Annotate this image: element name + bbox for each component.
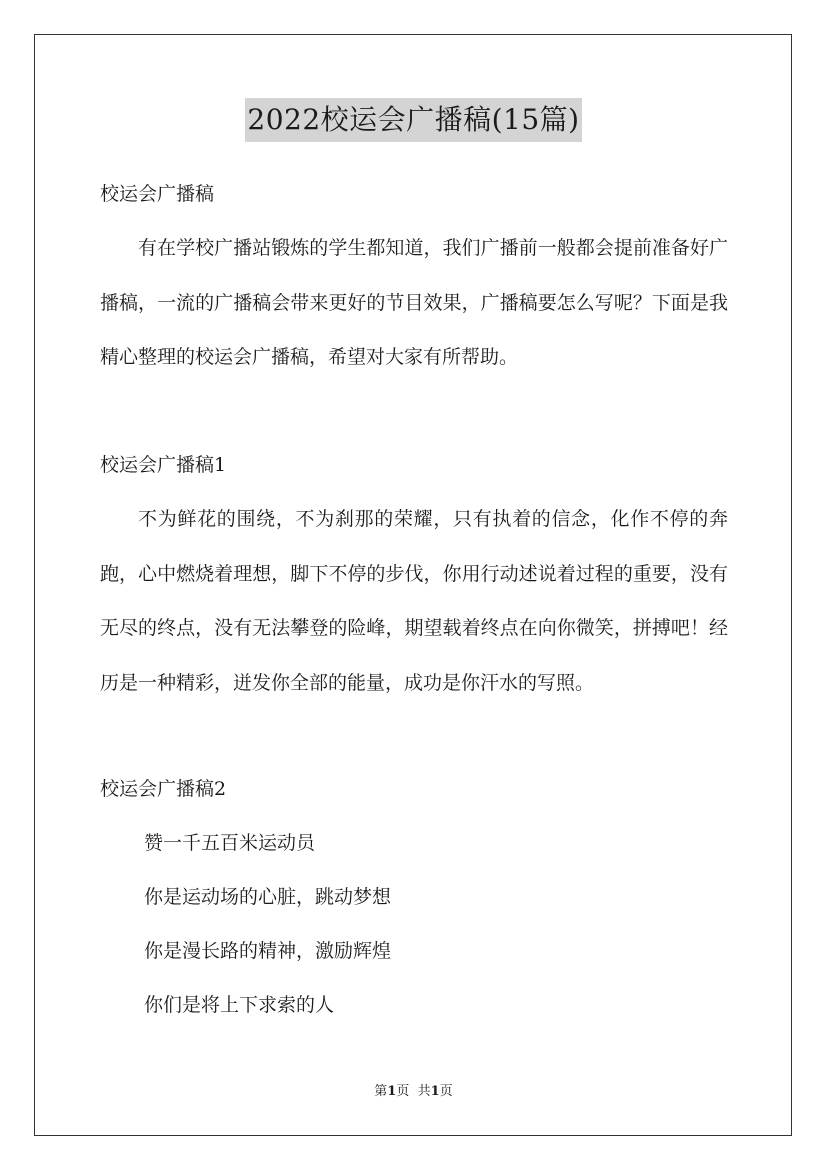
title-container	[0, 98, 827, 142]
page-total: 1	[430, 1084, 440, 1099]
poem-line: 你们是将上下求索的人	[144, 994, 335, 1016]
poem-line: 赞一千五百米运动员	[144, 832, 316, 854]
page-current: 1	[387, 1084, 397, 1099]
page-prefix: 第	[374, 1084, 388, 1099]
intro-paragraph: 有在学校广播站锻炼的学生都知道，我们广播前一般都会提前准备好广播稿，一流的广播稿会带来更好的节目效果，广播稿要怎么写呢？下面是我精心整理的校运会广播稿，希望对大家有所帮助。	[100, 237, 728, 368]
intro-heading: 校运会广播稿	[100, 183, 215, 205]
poem-line: 你是运动场的心脏，跳动梦想	[144, 886, 392, 908]
page-footer	[0, 1083, 827, 1101]
section1-heading: 校运会广播稿1	[100, 454, 227, 476]
poem-line: 你是漫长路的精神，激励辉煌	[144, 940, 392, 962]
total-prefix: 共	[417, 1084, 431, 1099]
section2-heading: 校运会广播稿2	[100, 778, 227, 800]
total-label: 页	[439, 1084, 453, 1099]
page-label: 页	[396, 1084, 410, 1099]
section1-paragraph: 不为鲜花的围绕，不为刹那的荣耀，只有执着的信念，化作不停的奔跑，心中燃烧着理想，脚下不停的步伐，你用行动述说着过程的重要，没有无尽的终点，没有无法攀登的险峰，期望载着终点在向你微笑，拼搏吧！经历是一种精彩，迸发你全部的能量，成功是你汗水的写照。	[100, 508, 728, 694]
document-title: 2022校运会广播稿(15篇)	[245, 98, 581, 142]
